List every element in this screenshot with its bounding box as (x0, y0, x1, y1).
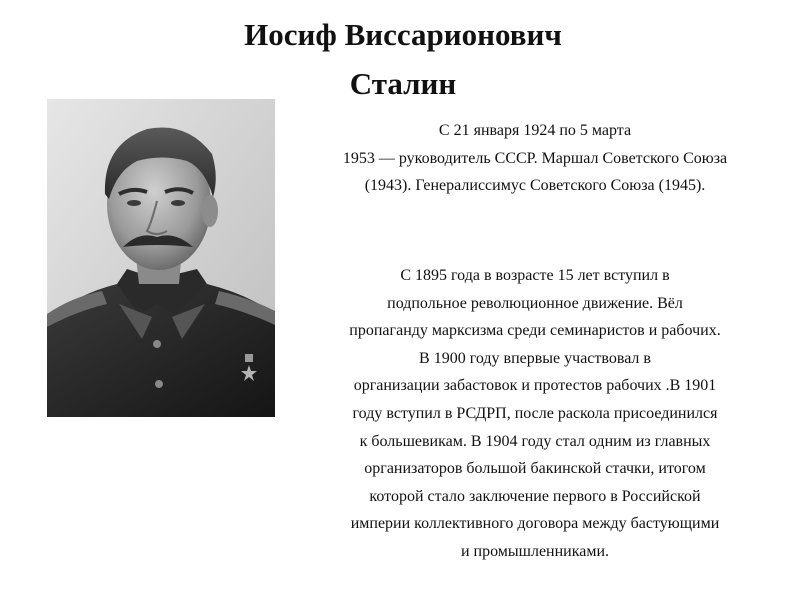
intro-line: 1953 — руководитель СССР. Маршал Советского Союза (342, 149, 728, 167)
title-line-2: Сталин (349, 66, 457, 101)
portrait-photo (47, 99, 275, 417)
bio-line: и промышленниками. (460, 542, 610, 560)
bio-line: организаторов большой бакинской стачки, итогом (364, 460, 706, 478)
intro-line: С 21 января 1924 по 5 марта (438, 122, 632, 139)
biography-paragraph (290, 262, 780, 566)
intro-line: (1943). Генералиссимус Советского Союза (1945). (364, 177, 706, 195)
bio-line: которой стало заключение первого в Российской (369, 487, 701, 505)
bio-line: году вступил в РСДРП, после раскола присоединился (352, 404, 718, 422)
bio-line: к большевикам. В 1904 году стал одним из главных (359, 432, 711, 450)
bio-line: подпольное революционное движение. Вёл (387, 294, 683, 312)
bio-line: С 1895 года в возрасте 15 лет вступил в (400, 267, 670, 284)
bio-line: В 1900 году впервые участвовал в (419, 349, 651, 367)
bio-line: империи коллективного договора между бастующими (350, 515, 720, 533)
title-line-1: Иосиф Виссарионович (244, 17, 562, 52)
bio-line: пропаганду марксизма среди семинаристов и рабочих. (349, 322, 721, 340)
intro-paragraph (290, 117, 780, 200)
bio-line: организации забастовок и протестов рабочих .В 1901 (353, 377, 717, 395)
